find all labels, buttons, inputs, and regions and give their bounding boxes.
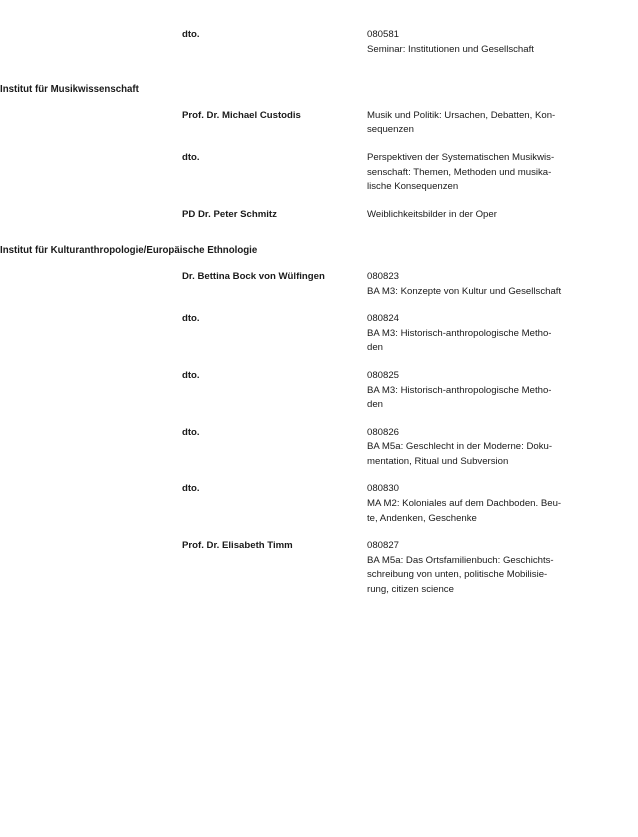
table-row	[0, 28, 638, 70]
course-cell	[367, 109, 638, 151]
person-label: dto.	[182, 29, 200, 40]
course-listing-table	[0, 28, 638, 611]
person-cell	[182, 109, 367, 151]
person-cell	[182, 369, 367, 426]
course-cell	[367, 312, 638, 369]
institute-cell	[0, 109, 182, 151]
institute-cell	[0, 235, 638, 270]
institute-cell	[0, 70, 638, 109]
person-cell	[182, 482, 367, 539]
course-title: BA M3: Historisch-anthropologische Metho- den	[367, 384, 552, 411]
institute-heading-row	[0, 235, 638, 270]
course-title: BA M5a: Das Ortsfamilienbuch: Geschichts- schreibung von unten, politische Mobilisie- rung, citizen science	[367, 554, 554, 596]
person-label: Prof. Dr. Michael Custodis	[182, 109, 301, 121]
person-cell	[182, 208, 367, 236]
table-row	[0, 482, 638, 539]
institute-heading: Institut für Kulturanthropologie/Europäische Ethnologie	[0, 245, 258, 257]
person-label: Dr. Bettina Bock von Wülfingen	[182, 270, 325, 282]
course-code: 080830	[367, 483, 400, 495]
institute-cell	[0, 208, 182, 236]
course-cell	[367, 369, 638, 426]
course-cell	[367, 539, 638, 610]
person-label: dto.	[182, 313, 200, 325]
course-cell	[367, 208, 638, 236]
institute-cell	[0, 270, 182, 312]
person-label: dto.	[182, 426, 200, 438]
person-cell	[182, 28, 367, 70]
table-row	[0, 539, 638, 610]
person-cell	[182, 312, 367, 369]
course-cell	[367, 28, 638, 70]
person-cell	[182, 270, 367, 312]
person-label: Prof. Dr. Elisabeth Timm	[182, 540, 293, 552]
person-cell	[182, 539, 367, 610]
course-cell	[367, 426, 638, 483]
course-title: Weiblichkeitsbilder in der Oper	[367, 208, 497, 220]
course-code: 080825	[367, 369, 400, 381]
institute-cell	[0, 482, 182, 539]
institute-cell	[0, 151, 182, 208]
table-row	[0, 151, 638, 208]
course-title: Musik und Politik: Ursachen, Debatten, Kon- sequenzen	[367, 109, 556, 136]
course-title: BA M3: Konzepte von Kultur und Gesellschaft	[367, 285, 562, 297]
institute-cell	[0, 539, 182, 610]
person-cell	[182, 426, 367, 483]
person-label: PD Dr. Peter Schmitz	[182, 208, 277, 220]
course-cell	[367, 482, 638, 539]
table-row	[0, 109, 638, 151]
course-title: BA M5a: Geschlecht in der Moderne: Doku- mentation, Ritual und Subversion	[367, 441, 553, 467]
person-label: dto.	[182, 483, 200, 495]
table-row	[0, 426, 638, 483]
person-label: dto.	[182, 151, 200, 163]
course-code: 080823	[367, 270, 400, 282]
institute-heading-row	[0, 70, 638, 109]
institute-cell	[0, 426, 182, 483]
course-code: 080581	[367, 29, 400, 40]
table-row	[0, 270, 638, 312]
course-title: Perspektiven der Systematischen Musikwis- senschaft: Themen, Methoden und musika- lische Konsequenzen	[367, 151, 555, 193]
institute-cell	[0, 28, 182, 70]
course-title: MA M2: Koloniales auf dem Dachboden. Beu- te, Andenken, Geschenke	[367, 498, 562, 524]
course-code: 080826	[367, 426, 400, 438]
institute-cell	[0, 369, 182, 426]
course-title: Seminar: Institutionen und Gesellschaft	[367, 43, 534, 55]
table-row	[0, 208, 638, 236]
person-label: dto.	[182, 369, 200, 381]
course-code: 080827	[367, 540, 400, 552]
course-cell	[367, 270, 638, 312]
course-cell	[367, 151, 638, 208]
course-listing-body	[0, 28, 638, 611]
institute-cell	[0, 312, 182, 369]
course-code: 080824	[367, 313, 400, 325]
table-row	[0, 369, 638, 426]
person-cell	[182, 151, 367, 208]
institute-heading: Institut für Musikwissenschaft	[0, 84, 139, 96]
course-title: BA M3: Historisch-anthropologische Metho- den	[367, 327, 552, 354]
table-row	[0, 312, 638, 369]
